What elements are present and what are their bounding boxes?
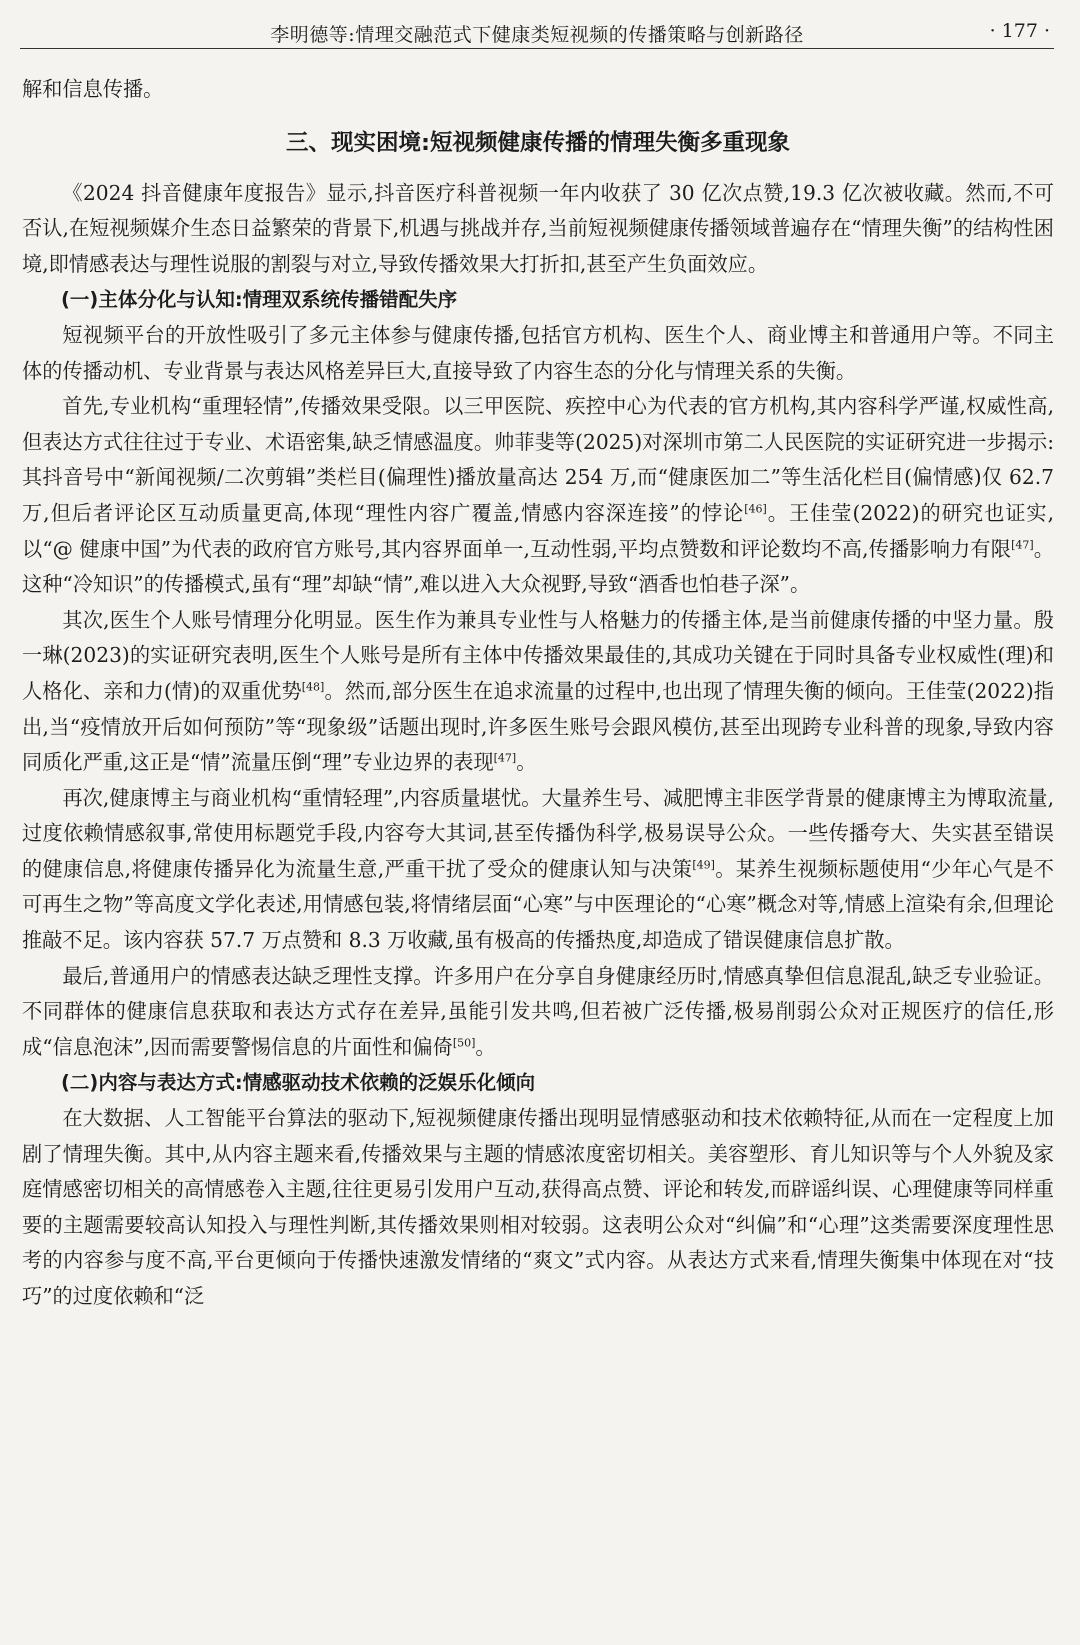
citation-ref: [50] xyxy=(452,1036,476,1050)
paragraph-text: 最后,普通用户的情感表达缺乏理性支撑。许多用户在分享自身健康经历时,情感真挚但信息混乱,缺乏专业验证。不同群体的健康信息获取和表达方式存在差异,虽能引发共鸣,但若被广泛传播,极易削弱公众对正规医疗的信任,形成“信息泡沫”,因而需要警惕信息的片面性和偏倚 xyxy=(22,963,1054,1059)
paragraph-text: 首先,专业机构“重理轻情”,传播效果受限。以三甲医院、疾控中心为代表的官方机构,其内容科学严谨,权威性高,但表达方式往往过于专业、术语密集,缺乏情感温度。帅菲斐等(2025)对深圳市第二人民医院的实证研究进一步揭示:其抖音号中“新闻视频/二次剪辑”类栏目(偏理性)播放量高达 254 万,而“健康医加二”等生活化栏目(偏情感)仅 62.7 万,但后者评论区互动质量更高,体现“理性内容广覆盖,情感内容深连接”的悖论 xyxy=(22,394,1054,525)
paragraph-text: 。这种“冷知识”的传播模式,虽有“理”却缺“情”,难以进入大众视野,导致“酒香也怕巷子深”。 xyxy=(22,536,1054,597)
article-body xyxy=(22,72,1054,1315)
paragraph xyxy=(22,389,1054,603)
paragraph xyxy=(22,959,1054,1066)
paragraph-text: 。王佳莹(2022)的研究也证实,以“@ 健康中国”为代表的政府官方账号,其内容界面单一,互动性弱,平均点赞数和评论数均不高,传播影响力有限 xyxy=(22,500,1054,561)
paragraph-text: 。某养生视频标题使用“少年心气是不可再生之物”等高度文学化表述,用情感包装,将情绪层面“心寒”与中医理论的“心寒”概念对等,情感上渲染有余,但理论推敲不足。该内容获 57.7 万点赞和 8.3 万收藏,虽有极高的传播热度,却造成了错误健康信息扩散。 xyxy=(22,856,1054,953)
paragraph-text: 。 xyxy=(516,750,537,775)
paragraph: 在大数据、人工智能平台算法的驱动下,短视频健康传播出现明显情感驱动和技术依赖特征,从而在一定程度上加剧了情理失衡。其中,从内容主题来看,传播效果与主题的情感浓度密切相关。美容塑形、育儿知识等与个人外貌及家庭情感密切相关的高情感卷入主题,往往更易引发用户互动,获得高点赞、评论和转发,而辟谣纠误、心理健康等同样重要的主题需要较高认知投入与理性判断,其传播效果则相对较弱。这表明公众对“纠偏”和“心理”这类需要深度理性思考的内容参与度不高,平台更倾向于传播快速激发情绪的“爽文”式内容。从表达方式来看,情理失衡集中体现在对“技巧”的过度依赖和“泛 xyxy=(22,1106,1054,1308)
subsection-title-1: (一)主体分化与认知:情理双系统传播错配失序 xyxy=(61,288,458,312)
paragraph-continuation: 解和信息传播。 xyxy=(22,77,164,101)
citation-ref: [48] xyxy=(301,680,325,694)
paragraph xyxy=(22,781,1054,959)
citation-ref: [49] xyxy=(692,858,715,872)
paragraph-text: 。然而,部分医生在追求流量的过程中,也出现了情理失衡的倾向。王佳莹(2022)指出,当“疫情放开后如何预防”等“现象级”话题出现时,许多医生账号会跟风模仿,甚至出现跨专业科普的现象,导致内容同质化严重,这正是“情”流量压倒“理”专业边界的表现 xyxy=(22,678,1054,775)
subsection-title-2: (二)内容与表达方式:情感驱动技术依赖的泛娱乐化倾向 xyxy=(61,1071,536,1095)
citation-ref: [46] xyxy=(744,502,767,516)
running-header xyxy=(20,14,1054,49)
citation-ref: [47] xyxy=(493,751,517,765)
page-number: · 177 · xyxy=(989,20,1050,42)
citation-ref: [47] xyxy=(1011,537,1034,551)
paragraph-text: 再次,健康博主与商业机构“重情轻理”,内容质量堪忧。大量养生号、减肥博主非医学背景的健康博主为博取流量,过度依赖情感叙事,常使用标题党手段,内容夸大其词,甚至传播伪科学,极易误导公众。一些传播夸大、失实甚至错误的健康信息,将健康传播异化为流量生意,严重干扰了受众的健康认知与决策 xyxy=(22,785,1054,881)
paragraph-intro: 《2024 抖音健康年度报告》显示,抖音医疗科普视频一年内收获了 30 亿次点赞,19.3 亿次被收藏。然而,不可否认,在短视频媒介生态日益繁荣的背景下,机遇与挑战并存,当前短视频健康传播领域普遍存在“情理失衡”的结构性困境,即情感表达与理性说服的割裂与对立,导致传播效果大打折扣,甚至产生负面效应。 xyxy=(22,180,1054,276)
running-title: 李明德等:情理交融范式下健康类短视频的传播策略与创新路径 xyxy=(270,24,804,46)
section-title: 三、现实困境:短视频健康传播的情理失衡多重现象 xyxy=(286,129,790,156)
paragraph-text: 其次,医生个人账号情理分化明显。医生作为兼具专业性与人格魅力的传播主体,是当前健康传播的中坚力量。殷一琳(2023)的实证研究表明,医生个人账号是所有主体中传播效果最佳的,其成功关键在于同时具备专业权威性(理)和人格化、亲和力(情)的双重优势 xyxy=(22,607,1055,703)
paragraph xyxy=(22,603,1054,781)
paragraph: 短视频平台的开放性吸引了多元主体参与健康传播,包括官方机构、医生个人、商业博主和普通用户等。不同主体的传播动机、专业背景与表达风格差异巨大,直接导致了内容生态的分化与情理关系的失衡。 xyxy=(22,322,1054,383)
paragraph-text: 。 xyxy=(475,1034,496,1059)
